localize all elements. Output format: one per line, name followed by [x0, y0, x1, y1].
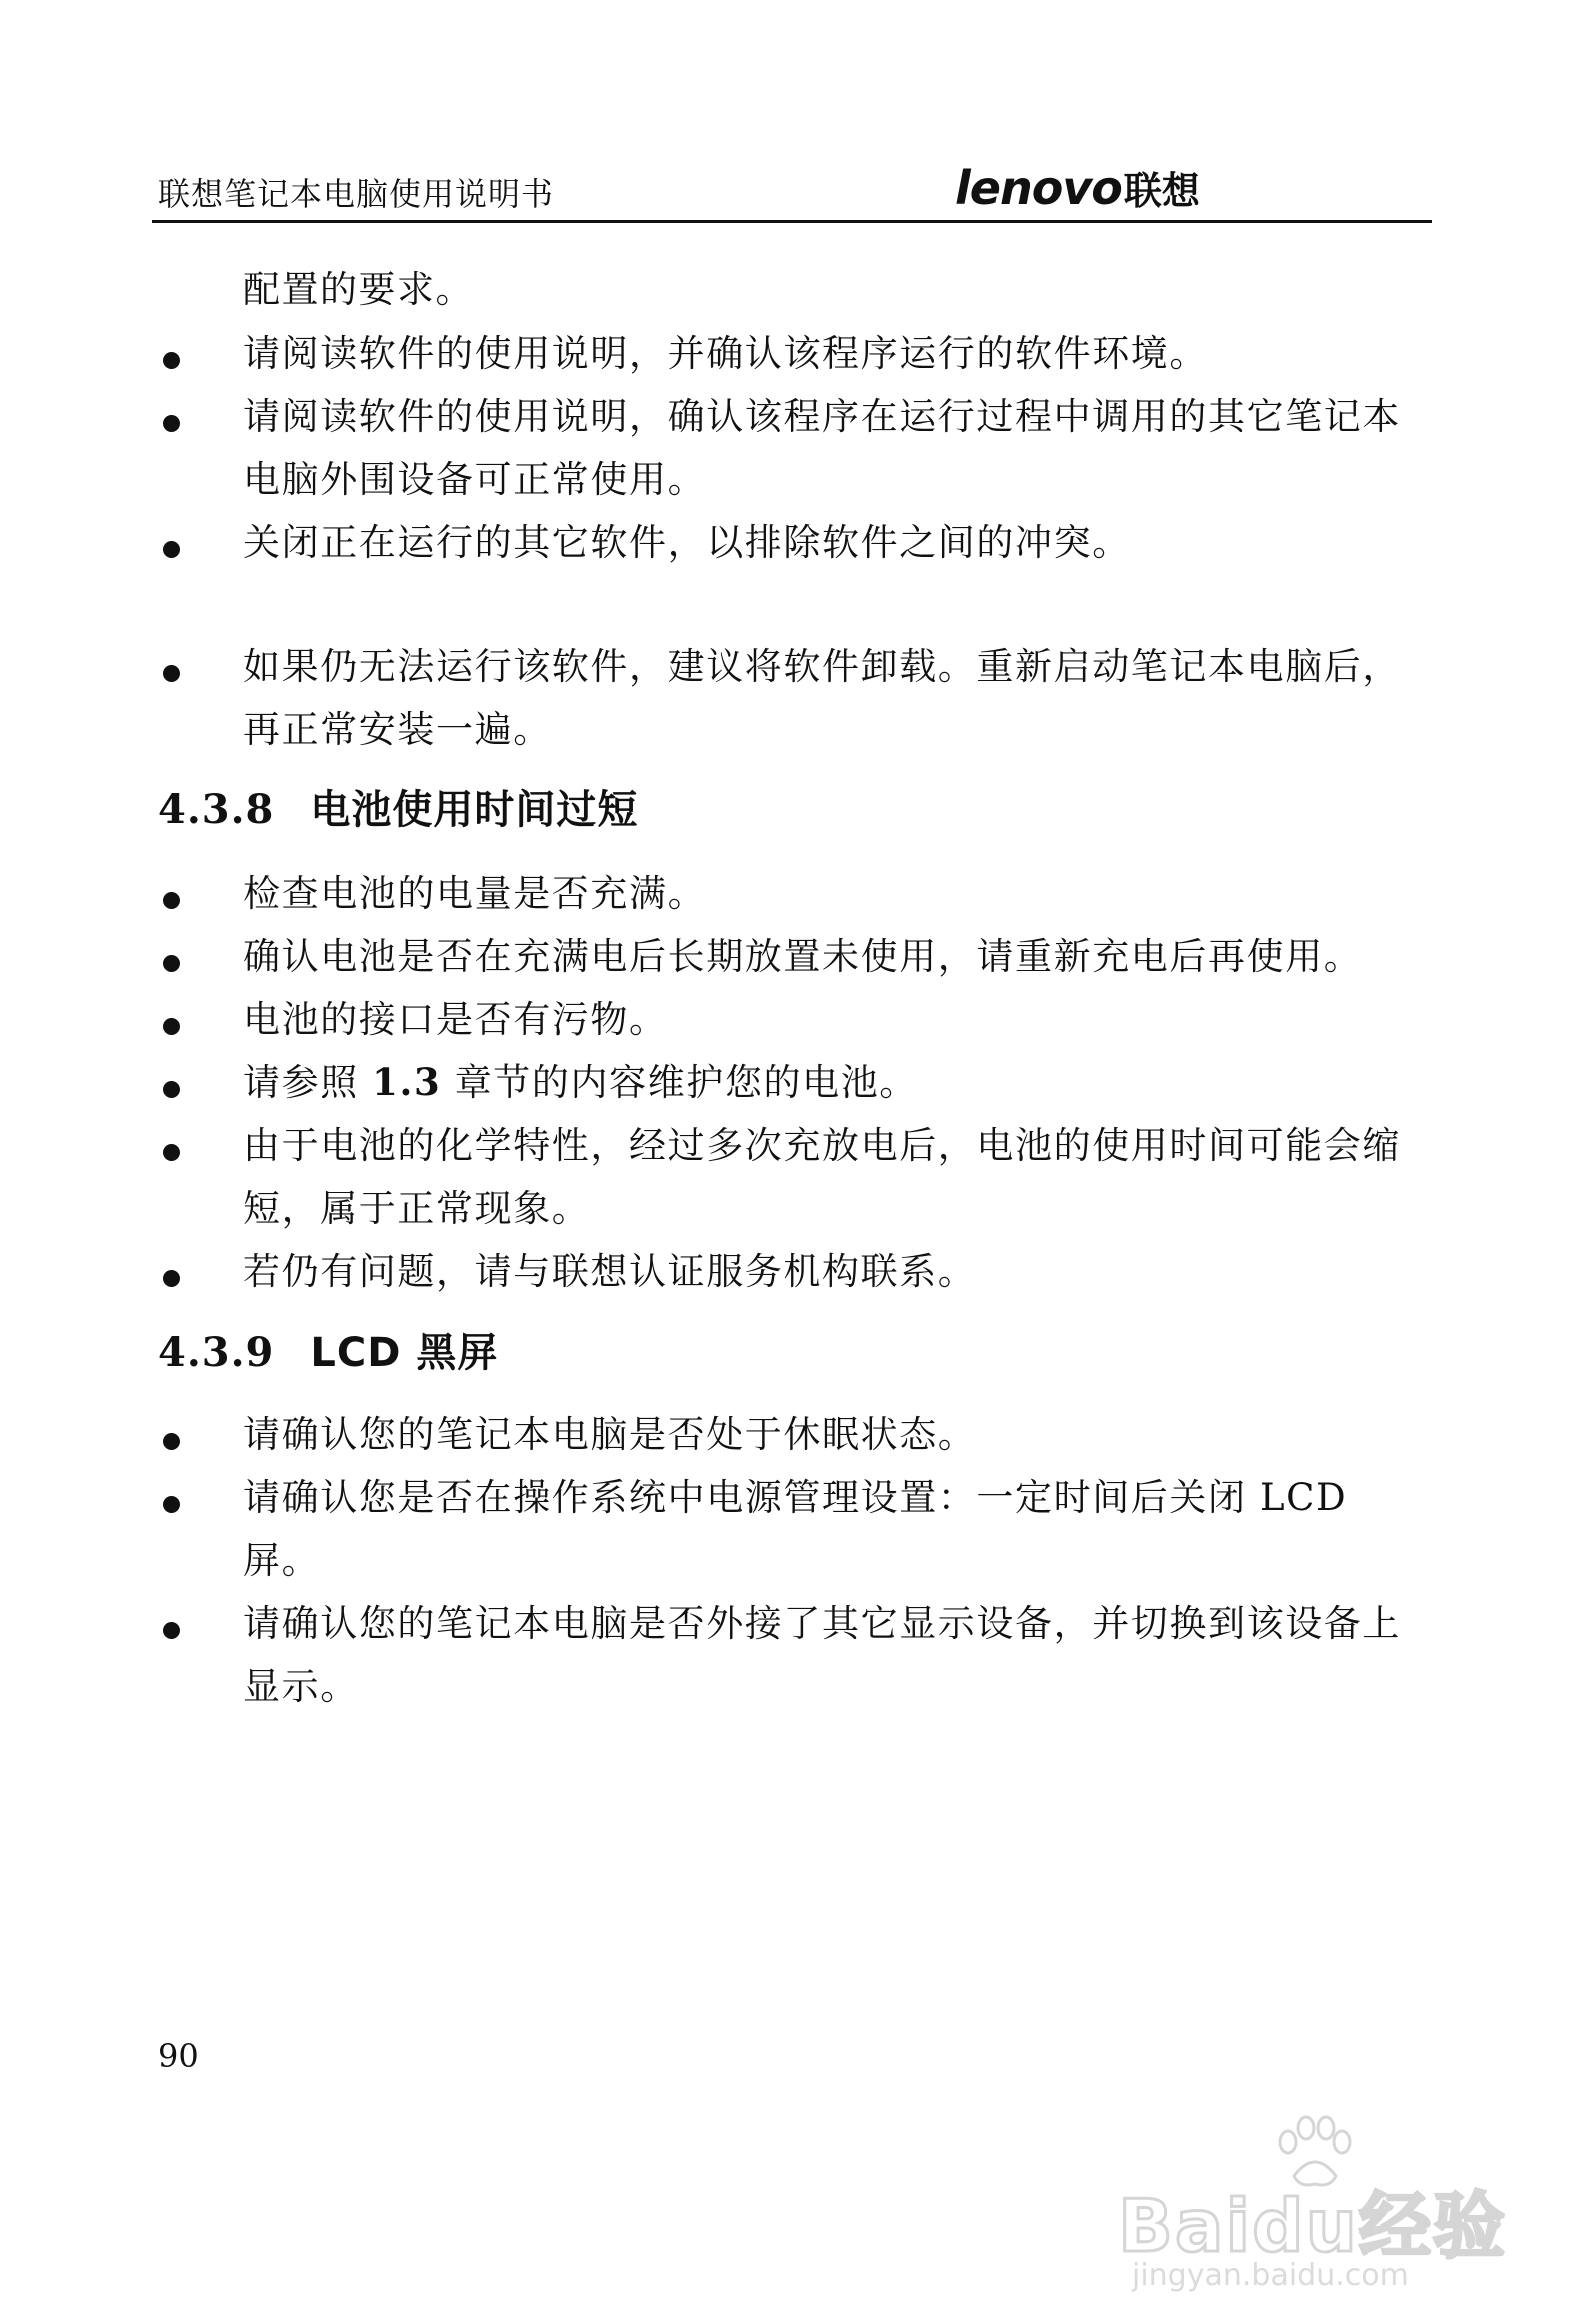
list-item: 请确认您的笔记本电脑是否处于休眠状态。 [243, 1413, 977, 1456]
bullet-icon [163, 541, 180, 558]
list-item: 电池的接口是否有污物。 [243, 998, 668, 1041]
list-item: 请确认您的笔记本电脑是否外接了其它显示设备，并切换到该设备上显示。 [243, 1602, 1401, 1708]
section-title: 电池使用时间过短 [310, 787, 639, 833]
bullet-icon [163, 1270, 180, 1287]
section-number: 4.3.8 [158, 786, 275, 833]
list-item: 请阅读软件的使用说明，确认该程序在运行过程中调用的其它笔记本电脑外围设备可正常使用。 [243, 395, 1401, 501]
bullet-icon [163, 1496, 180, 1513]
bullet-icon [163, 892, 180, 909]
bullet-icon [163, 1081, 180, 1098]
list-item: 若仍有问题，请与联想认证服务机构联系。 [243, 1250, 977, 1293]
bullet-icon [163, 1144, 180, 1161]
bullet-icon [163, 415, 180, 432]
page-number: 90 [158, 2037, 199, 2075]
section-number: 4.3.9 [158, 1329, 275, 1376]
logo-wordmark: lenovo [955, 161, 1122, 215]
logo-cn: 联想 [1123, 169, 1200, 213]
item-text-pre: 请参照 [243, 1061, 373, 1104]
list-item: 关闭正在运行的其它软件，以排除软件之间的冲突。 [243, 521, 1131, 564]
baidu-watermark [1118, 2150, 1518, 2293]
list-item: 由于电池的化学特性，经过多次充放电后，电池的使用时间可能会缩短，属于正常现象。 [243, 1124, 1401, 1230]
list-item: 检查电池的电量是否充满。 [243, 872, 707, 915]
section-heading-439 [158, 1328, 498, 1378]
bullet-icon [163, 955, 180, 972]
list-item: 确认电池是否在充满电后长期放置未使用，请重新充电后再使用。 [243, 935, 1363, 978]
bullet-icon [163, 1622, 180, 1639]
watermark-url: jingyan.baidu.com [1132, 2258, 1409, 2293]
bullet-icon [163, 1018, 180, 1035]
bullet-icon [163, 352, 180, 369]
bullet-icon [163, 665, 180, 682]
watermark-brand: Baidu经验 [1118, 2184, 1507, 2268]
list-item: 请阅读软件的使用说明，并确认该程序运行的软件环境。 [243, 332, 1208, 375]
continuation-text: 配置的要求。 [243, 268, 474, 311]
list-item: 如果仍无法运行该软件，建议将软件卸载。重新启动笔记本电脑后，再正常安装一遍。 [243, 645, 1401, 751]
running-header-title: 联想笔记本电脑使用说明书 [158, 175, 555, 213]
chapter-ref: 1.3 [372, 1060, 442, 1104]
list-item [243, 1051, 1433, 1114]
section-title: LCD 黑屏 [310, 1330, 499, 1376]
bullet-icon [163, 1433, 180, 1450]
item-text-post: 章节的内容维护您的电池。 [441, 1061, 918, 1104]
header-rule [152, 220, 1432, 223]
section-heading-438 [158, 785, 638, 835]
lenovo-logo [955, 160, 1200, 219]
list-item: 请确认您是否在操作系统中电源管理设置：一定时间后关闭 LCD 屏。 [243, 1476, 1348, 1582]
